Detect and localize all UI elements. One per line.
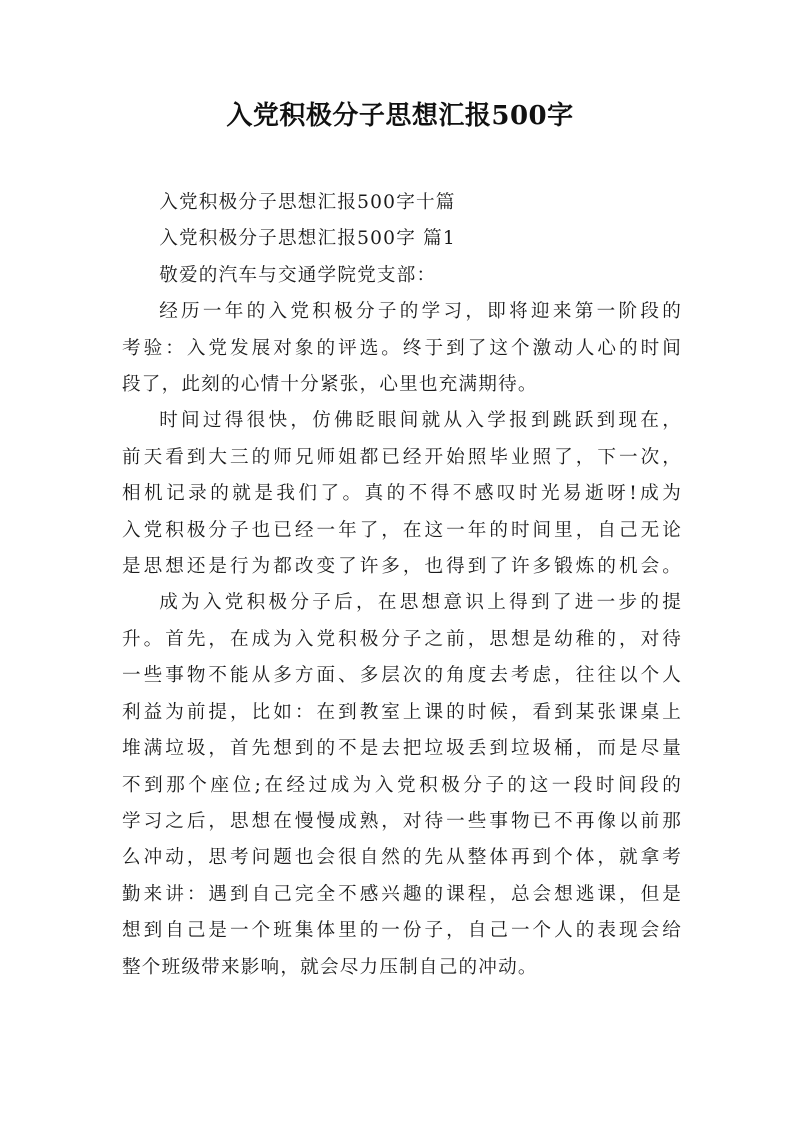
document-body xyxy=(122,185,682,986)
paragraph-line: 时间过得很快，仿佛眨眼间就从入学报到跳跃到现在， xyxy=(159,410,682,432)
paragraph-line: 勤来讲：遇到自己完全不感兴趣的课程，总会想逃课，但是 xyxy=(122,883,682,905)
paragraph-line: 是思想还是行为都改变了许多，也得到了许多锻炼的机会。 xyxy=(122,556,682,578)
paragraph-line: 经历一年的入党积极分子的学习，即将迎来第一阶段的 xyxy=(159,301,682,323)
subtitle-line: 入党积极分子思想汇报500字十篇 xyxy=(159,192,456,213)
paragraph-line: 升。首先，在成为入党积极分子之前，思想是幼稚的，对待 xyxy=(122,628,682,650)
paragraph-line: 整个班级带来影响，就会尽力压制自己的冲动。 xyxy=(122,956,538,978)
paragraph-line: 相机记录的就是我们了。真的不得不感叹时光易逝呀!成为 xyxy=(122,483,682,505)
paragraph-line: 前天看到大三的师兄师姐都已经开始照毕业照了，下一次， xyxy=(122,446,682,468)
paragraph-2 xyxy=(122,403,682,585)
paragraph-line: 学习之后，思想在慢慢成熟，对待一些事物已不再像以前那 xyxy=(122,810,682,832)
document-title: 入党积极分子思想汇报500字 xyxy=(226,101,574,131)
paragraph-line: 利益为前提，比如：在到教室上课的时候，看到某张课桌上 xyxy=(122,701,682,723)
paragraph-line: 不到那个座位;在经过成为入党积极分子的这一段时间段的 xyxy=(122,774,682,796)
paragraph-1 xyxy=(122,294,682,403)
section-heading: 入党积极分子思想汇报500字 篇1 xyxy=(159,228,456,250)
salutation: 敬爱的汽车与交通学院党支部： xyxy=(159,264,437,286)
paragraph-line: 入党积极分子也已经一年了，在这一年的时间里，自己无论 xyxy=(122,519,682,541)
paragraph-line: 段了，此刻的心情十分紧张，心里也充满期待。 xyxy=(122,374,538,396)
paragraph-line: 么冲动，思考问题也会很自然的先从整体再到个体，就拿考 xyxy=(122,847,682,869)
paragraph-3 xyxy=(122,585,682,985)
paragraph-line: 想到自己是一个班集体里的一份子，自己一个人的表现会给 xyxy=(122,920,682,942)
paragraph-line: 堆满垃圾，首先想到的不是去把垃圾丢到垃圾桶，而是尽量 xyxy=(122,738,682,760)
paragraph-line: 考验：入党发展对象的评选。终于到了这个激动人心的时间 xyxy=(122,337,682,359)
paragraph-line: 成为入党积极分子后，在思想意识上得到了进一步的提 xyxy=(159,592,682,614)
paragraph-line: 一些事物不能从多方面、多层次的角度去考虑，往往以个人 xyxy=(122,665,682,687)
